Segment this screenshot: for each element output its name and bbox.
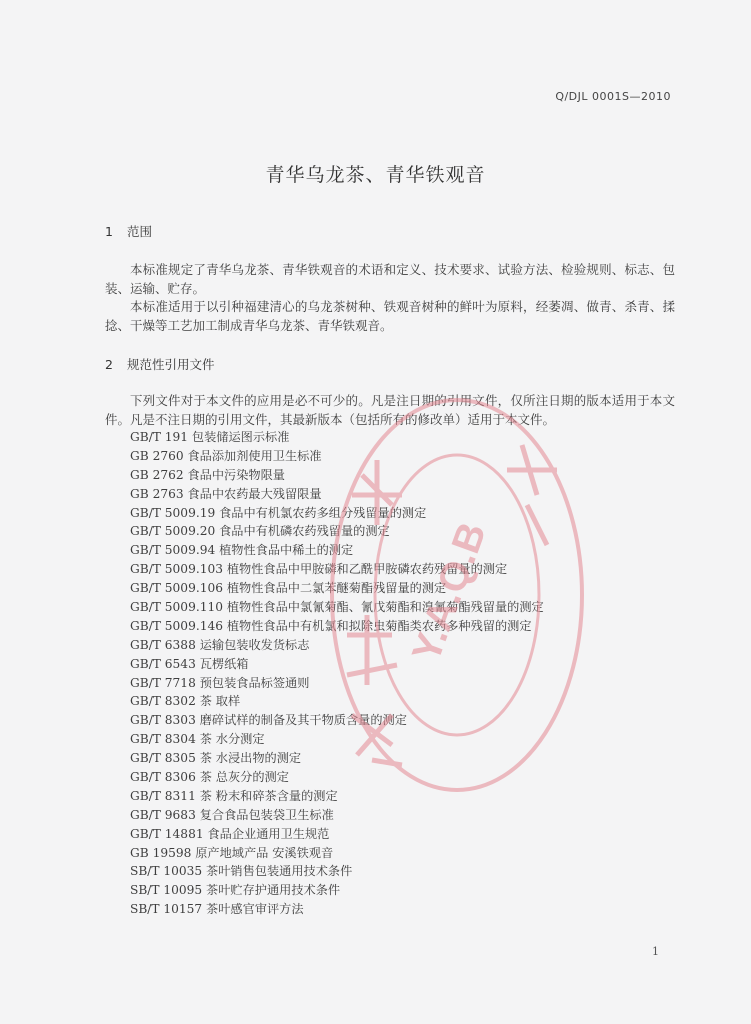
reference-item: SB/T 10035 茶叶销售包装通用技术条件: [130, 864, 353, 879]
reference-item: GB/T 5009.94 植物性食品中稀土的测定: [130, 543, 354, 558]
reference-item: GB/T 8302 茶 取样: [130, 694, 241, 709]
reference-item: GB 2762 食品中污染物限量: [130, 467, 285, 482]
reference-item: GB/T 8311 茶 粉末和碎茶含量的测定: [130, 788, 338, 803]
section-1-paragraph-1: 本标准规定了青华乌龙茶、青华铁观音的术语和定义、技术要求、试验方法、检验规则、标志、包装、运输、贮存。: [105, 262, 675, 296]
reference-item: GB/T 6388 运输包装收发货标志: [130, 637, 310, 652]
section-1-number: 1: [105, 224, 113, 239]
section-1-heading: [105, 222, 152, 240]
reference-item: GB/T 8304 茶 水分测定: [130, 732, 265, 747]
section-2-title: 规范性引用文件: [127, 357, 215, 372]
seal-emblem-text: Y.A.Q.B: [404, 516, 495, 668]
reference-item: GB 19598 原产地域产品 安溪铁观音: [130, 845, 334, 860]
reference-item: GB/T 14881 食品企业通用卫生规范: [130, 826, 330, 841]
section-1-paragraph-2: 本标准适用于以引种福建清心的乌龙茶树种、铁观音树种的鲜叶为原料，经萎凋、做青、杀青、揉捻、干燥等工艺加工制成青华乌龙茶、青华铁观音。: [105, 299, 675, 333]
reference-item: SB/T 10157 茶叶感官审评方法: [130, 902, 304, 917]
page-number: 1: [652, 945, 659, 958]
reference-item: GB/T 6543 瓦楞纸箱: [130, 656, 249, 671]
section-2-heading: [105, 355, 215, 373]
reference-item: GB/T 191 包装储运图示标准: [130, 430, 290, 444]
section-1-title: 范围: [127, 224, 153, 239]
reference-item: GB/T 9683 复合食品包装袋卫生标准: [130, 807, 334, 822]
reference-item: GB/T 5009.106 植物性食品中二氯苯醚菊酯残留量的测定: [130, 581, 447, 596]
reference-item: GB/T 8305 茶 水浸出物的测定: [130, 751, 302, 766]
reference-item: GB 2760 食品添加剂使用卫生标准: [130, 448, 322, 463]
reference-list: [130, 428, 544, 919]
reference-item: GB/T 5009.110 植物性食品中氯氰菊酯、氰戊菊酯和溴氰菊酯残留量的测定: [130, 600, 544, 615]
reference-item: GB/T 8303 磨碎试样的制备及其干物质含量的测定: [130, 713, 407, 728]
reference-item: GB/T 8306 茶 总灰分的测定: [130, 770, 289, 785]
reference-item: GB/T 5009.20 食品中有机磷农药残留量的测定: [130, 524, 390, 539]
reference-item: GB/T 5009.146 植物性食品中有机氯和拟除虫菊酯类农药多种残留的测定: [130, 618, 532, 633]
reference-item: GB/T 5009.103 植物性食品中甲胺磷和乙酰甲胺磷农药残留量的测定: [130, 562, 508, 577]
section-2-intro: 下列文件对于本文件的应用是必不可少的。凡是注日期的引用文件，仅所注日期的版本适用于本文件。凡是不注日期的引用文件，其最新版本（包括所有的修改单）适用于本文件。: [105, 393, 675, 427]
reference-item: GB/T 7718 预包装食品标签通则: [130, 675, 310, 690]
reference-item: GB 2763 食品中农药最大残留限量: [130, 486, 322, 501]
reference-item: SB/T 10095 茶叶贮存护通用技术条件: [130, 883, 341, 898]
reference-item: GB/T 5009.19 食品中有机氯农药多组分残留量的测定: [130, 505, 427, 520]
section-2-number: 2: [105, 357, 113, 372]
page-title: 青华乌龙茶、青华铁观音: [265, 164, 486, 186]
doc-code: Q/DJL 0001S—2010: [555, 90, 671, 103]
